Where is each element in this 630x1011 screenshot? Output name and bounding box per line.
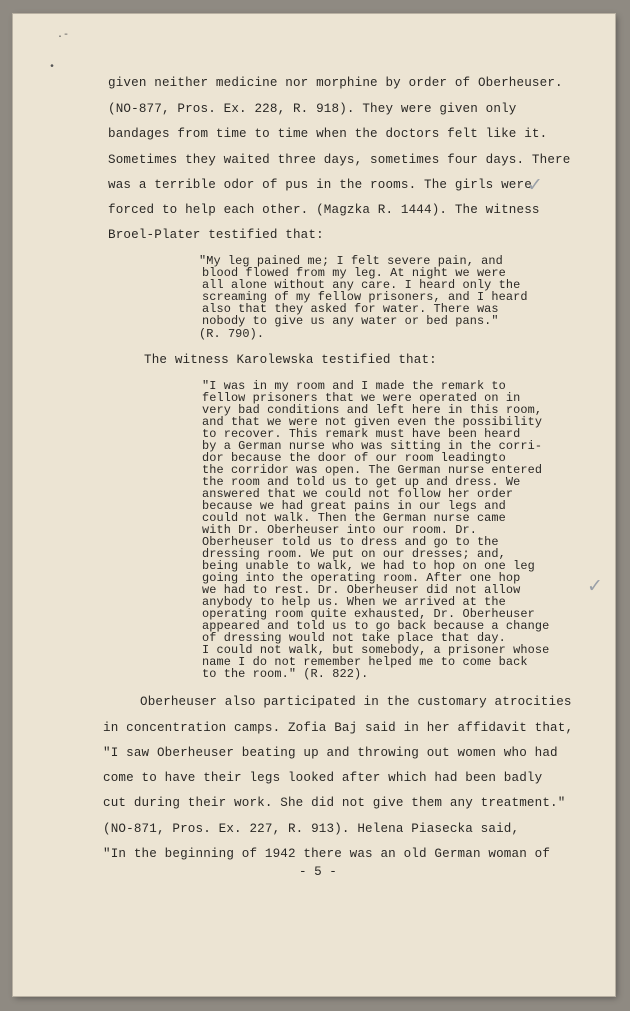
page-number: - 5 - (299, 865, 337, 879)
text-line: given neither medicine nor morphine by order of Oberheuser. (108, 76, 563, 90)
quote-line: we had to rest. Dr. Oberheuser did not allow (202, 583, 521, 597)
quote-line: with Dr. Oberheuser into our room. Dr. (202, 523, 477, 537)
quote-line: all alone without any care. I heard only the (202, 278, 521, 292)
bullet-mark: • (49, 62, 56, 73)
quote-line: the room and told us to get up and dress. We (202, 475, 521, 489)
text-line: The witness Karolewska testified that: (144, 353, 437, 367)
quote-line: appeared and told us to go back because a change (202, 619, 550, 633)
text-line: bandages from time to time when the doctors felt like it. (108, 127, 548, 141)
text-line: (NO-871, Pros. Ex. 227, R. 913). Helena Piasecka said, (103, 822, 520, 836)
quote-line: fellow prisoners that we were operated on in (202, 391, 521, 405)
text-line: Oberheuser also participated in the customary atrocities (140, 695, 572, 709)
quote-line: by a German nurse who was sitting in the corri- (202, 439, 543, 453)
text-line: "I saw Oberheuser beating up and throwing out women who had (103, 746, 558, 760)
quote-line: blood flowed from my leg. At night we were (202, 266, 506, 280)
quote-line: name I do not remember helped me to come back (202, 655, 528, 669)
quote-line: to recover. This remark must have been heard (202, 427, 521, 441)
quote-line: of dressing would not take place that day. (202, 631, 506, 645)
text-line: forced to help each other. (Magzka R. 1444). The witness (108, 203, 540, 217)
checkmark-icon: ✓ (587, 575, 603, 597)
quote-line: answered that we could not follow her order (202, 487, 514, 501)
text-line: in concentration camps. Zofia Baj said in her affidavit that, (103, 721, 574, 735)
quote-line: the corridor was open. The German nurse entered (202, 463, 543, 477)
quote-line: "I was in my room and I made the remark to (202, 379, 506, 393)
quote-line: very bad conditions and left here in this room, (202, 403, 543, 417)
quote-line: could not walk. Then the German nurse came (202, 511, 506, 525)
quote-line: and that we were not given even the possibility (202, 415, 543, 429)
quote-line: because we had great pains in our legs and (202, 499, 506, 513)
quote-line: to the room." (R. 822). (202, 667, 369, 681)
quote-line: Oberheuser told us to dress and go to the (202, 535, 499, 549)
quote-line: nobody to give us any water or bed pans." (202, 314, 499, 328)
quote-line: dressing room. We put on our dresses; and, (202, 547, 506, 561)
text-line: "In the beginning of 1942 there was an old German woman of (103, 847, 551, 861)
quote-line: dor because the door of our room leadingto (202, 451, 506, 465)
quote-line: I could not walk, but somebody, a prisoner whose (202, 643, 550, 657)
text-line: Sometimes they waited three days, sometimes four days. There (108, 153, 571, 167)
text-line: (NO-877, Pros. Ex. 228, R. 918). They were given only (108, 102, 517, 116)
text-line: come to have their legs looked after which had been badly (103, 771, 543, 785)
quote-line: going into the operating room. After one hop (202, 571, 521, 585)
document-page (13, 14, 615, 996)
checkmark-icon: ✓ (527, 174, 543, 196)
quote-line: anybody to help us. When we arrived at the (202, 595, 506, 609)
text-line: Broel-Plater testified that: (108, 228, 324, 242)
quote-line: (R. 790). (199, 327, 265, 341)
quote-line: being unable to walk, we had to hop on one leg (202, 559, 535, 573)
text-line: was a terrible odor of pus in the rooms. The girls were (108, 178, 532, 192)
quote-line: "My leg pained me; I felt severe pain, and (199, 254, 503, 268)
corner-marks: .- (57, 30, 70, 41)
quote-line: also that they asked for water. There was (202, 302, 499, 316)
quote-line: screaming of my fellow prisoners, and I heard (202, 290, 528, 304)
text-line: cut during their work. She did not give them any treatment." (103, 796, 566, 810)
quote-line: operating room quite exhausted, Dr. Oberheuser (202, 607, 535, 621)
